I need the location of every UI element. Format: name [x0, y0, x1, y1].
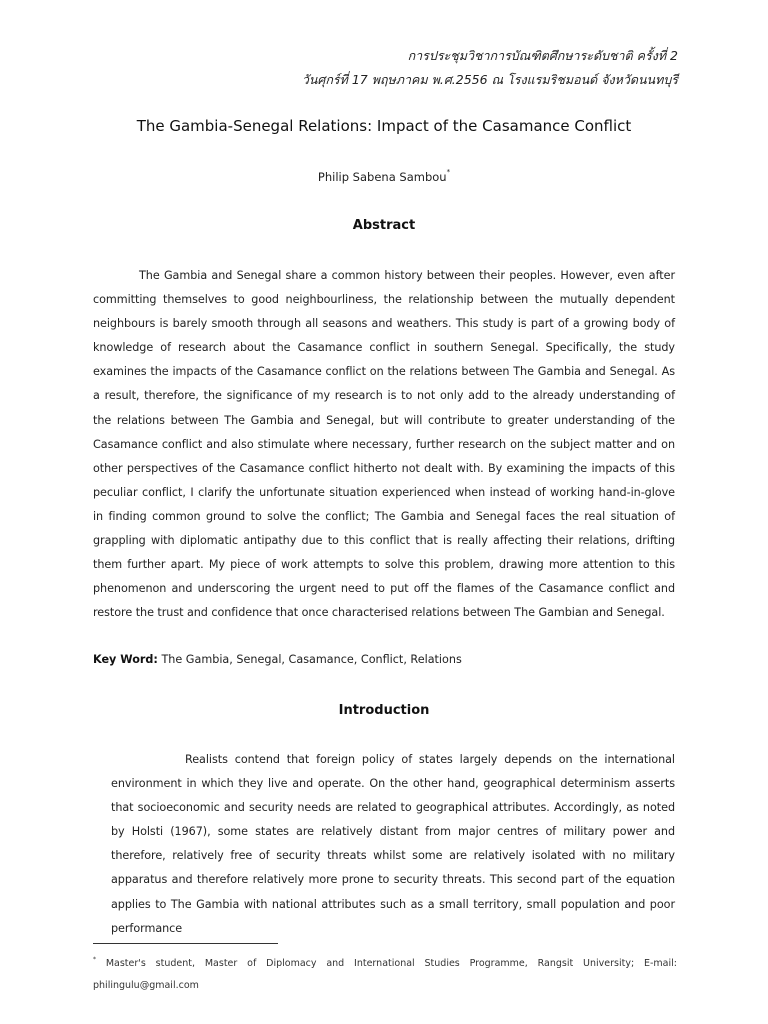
footnote: [93, 950, 677, 997]
author-footnote-mark: *: [446, 168, 451, 177]
abstract-heading: Abstract: [352, 218, 416, 233]
keywords-label: Key Word:: [93, 653, 158, 666]
paper-title: The Gambia-Senegal Relations: Impact of the Casamance Conflict: [136, 117, 632, 135]
author-line: [0, 170, 768, 184]
keywords-line: [93, 653, 462, 666]
introduction-heading: Introduction: [338, 703, 430, 718]
footnote-mark: *: [93, 956, 96, 963]
conference-header-line-1: การประชุมวิชาการบัณฑิตศึกษาระดับชาติ ครั้งที่ 2: [407, 48, 678, 63]
author-name: Philip Sabena Sambou: [317, 170, 447, 184]
conference-header-line-2: วันศุกร์ที่ 17 พฤษภาคม พ.ศ.2556 ณ โรงแรมริชมอนด์ จังหวัดนนทบุรี: [301, 72, 678, 87]
footnote-divider: [93, 943, 278, 944]
keywords-value: The Gambia, Senegal, Casamance, Conflict, Relations: [161, 653, 462, 666]
abstract-body: The Gambia and Senegal share a common history between their peoples. However, even after committing themselves to good neighbourliness, the relationship between the mutually dependent neighbours is barely smooth through all seasons and weathers. This study is part of a growing body of knowledge of research about the Casamance conflict in southern Senegal. Specifically, the study examines the impacts of the Casamance conflict on the relations between The Gambia and Senegal. As a result, therefore, the significance of my research is to not only add to the already understanding of the relations between The Gambia and Senegal, but will contribute to greater understanding of the Casamance conflict and also stimulate where necessary, further research on the subject matter and on other perspectives of the Casamance conflict hitherto not dealt with. By examining the impacts of this peculiar conflict, I clarify the unfortunate situation experienced when instead of working hand-in-glove in finding common ground to solve the conflict; The Gambia and Senegal faces the real situation of grappling with diplomatic antipathy due to this conflict that is really affecting their relations, drifting them further apart. My piece of work attempts to solve this problem, drawing more attention to this phenomenon and underscoring the urgent need to put off the flames of the Casamance conflict and restore the trust and confidence that once characterised relations between The Gambian and Senegal.: [93, 269, 675, 620]
footnote-text: Master's student, Master of Diplomacy and International Studies Programme, Rangsit University; E-mail: philingulu@gmail.com: [93, 958, 677, 992]
introduction-body: Realists contend that foreign policy of states largely depends on the international environment in which they live and operate. On the other hand, geographical determinism asserts that socioeconomic and security needs are related to geographical attributes. Accordingly, as noted by Holsti (1967), some states are relatively distant from major centres of military power and therefore, relatively free of security threats whilst some are relatively isolated with no military apparatus and therefore relatively more prone to security threats. This second part of the equation applies to The Gambia with national attributes such as a small territory, small population and poor performance: [111, 753, 675, 935]
